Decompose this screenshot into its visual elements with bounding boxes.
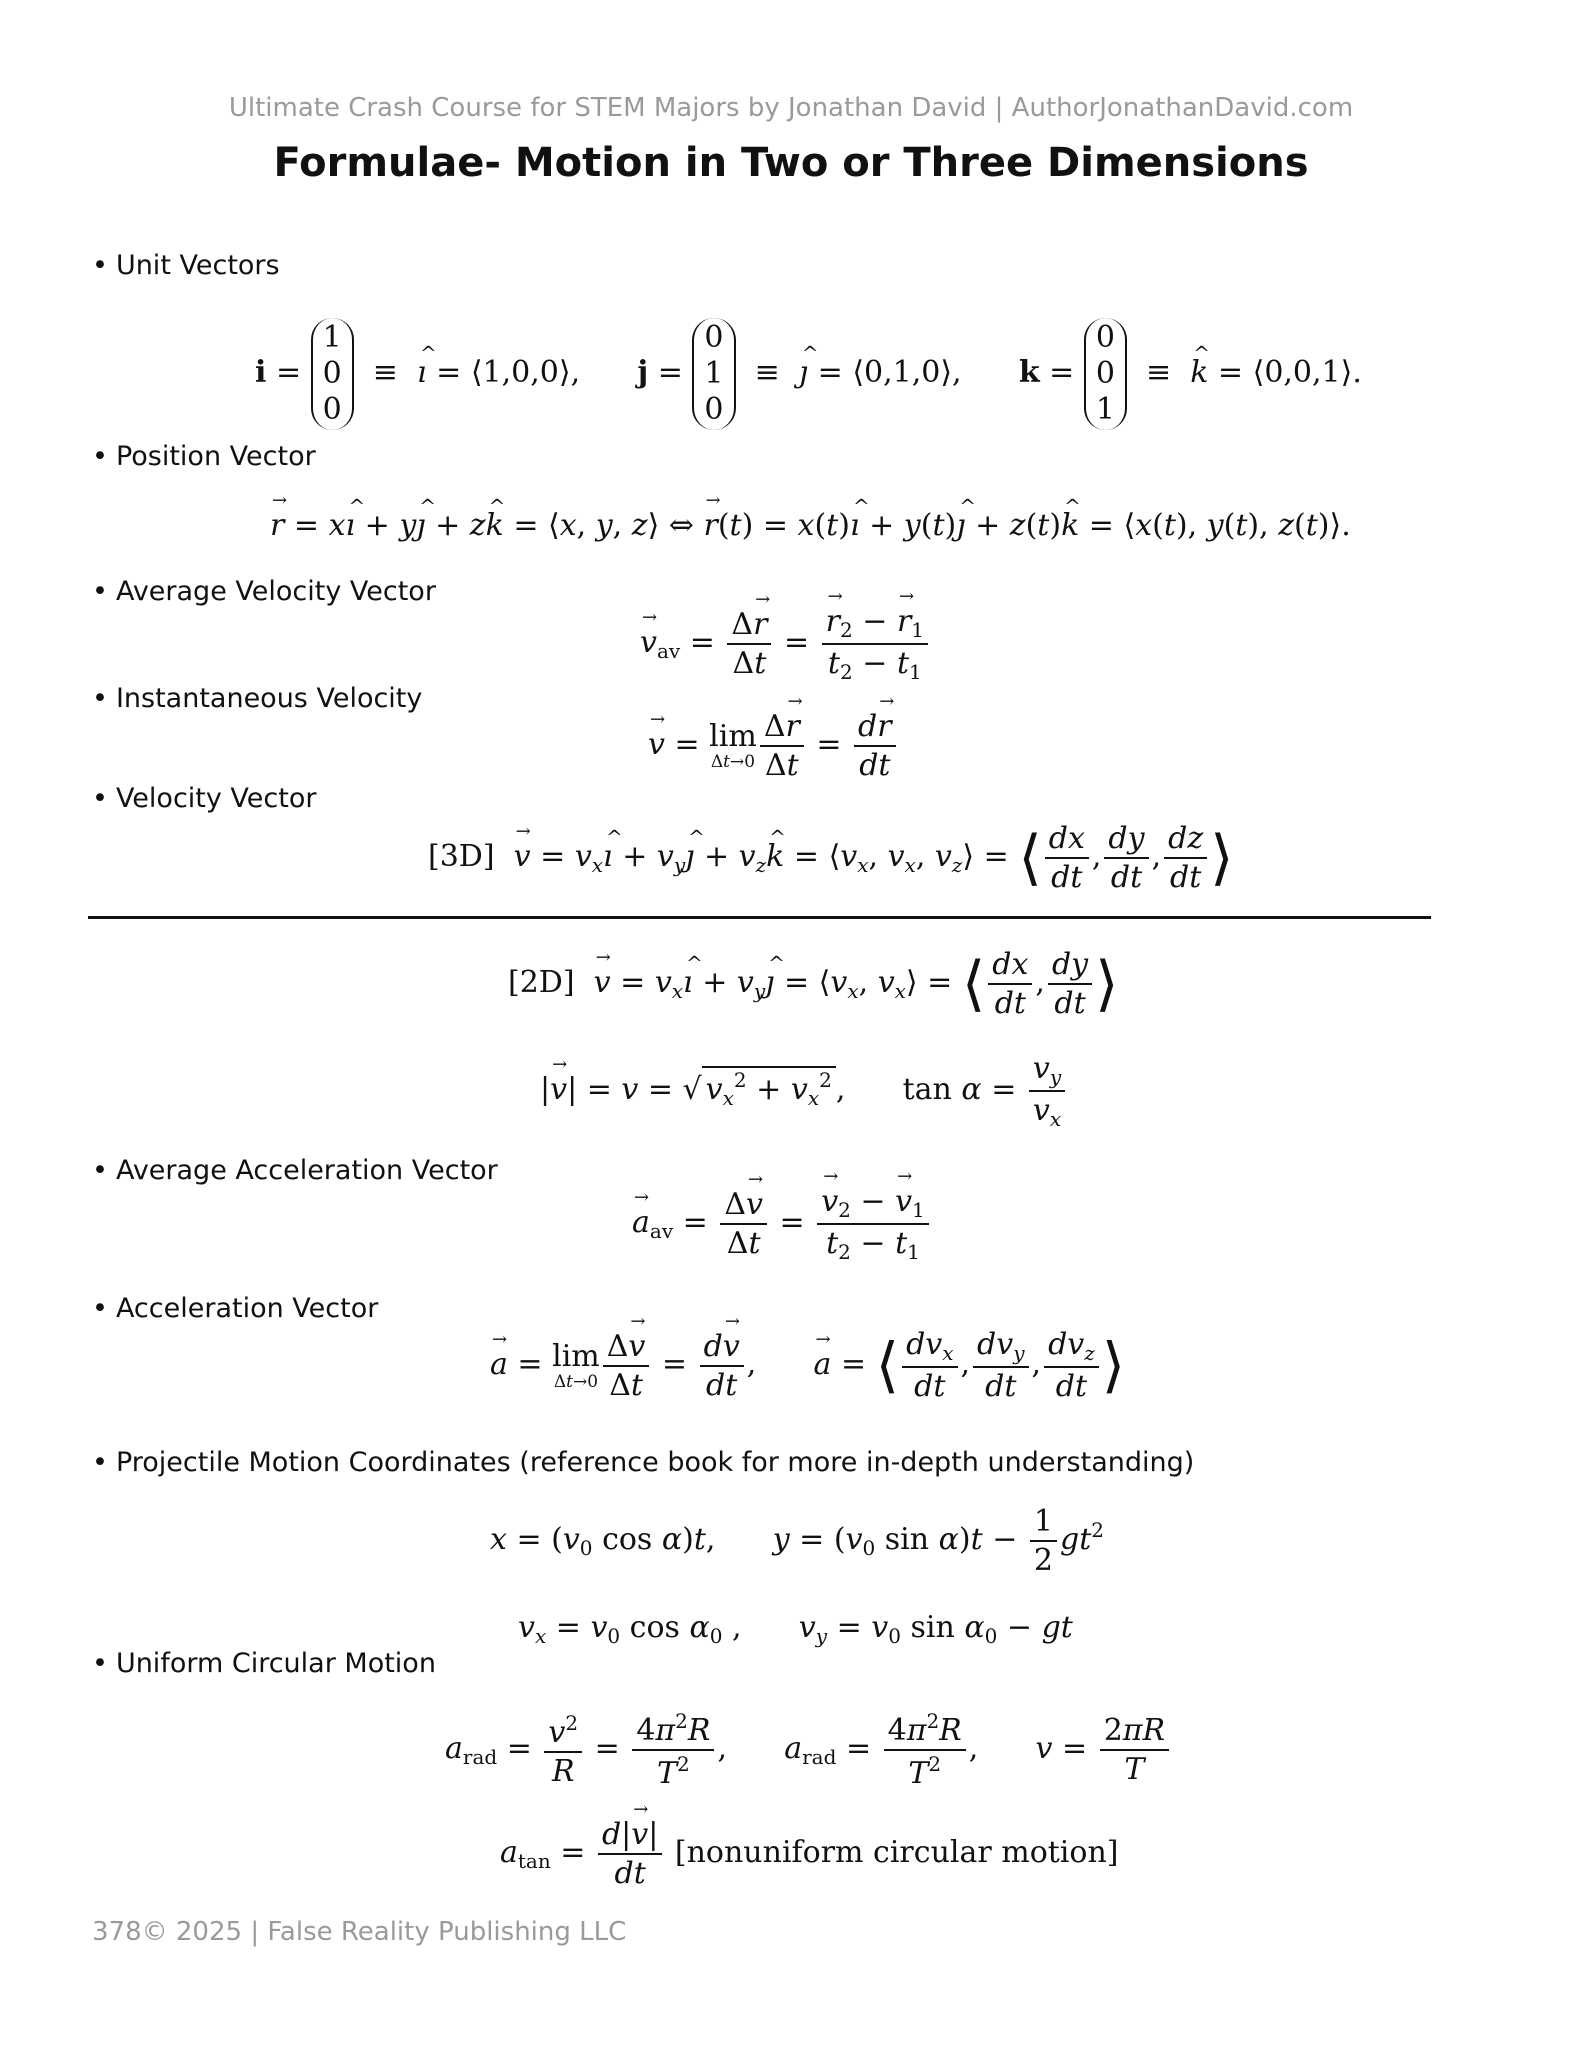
label-2d: [2D] [508, 965, 575, 1000]
nonuniform-note: [nonuniform circular motion] [674, 1835, 1119, 1870]
equation-instantaneous-velocity: v → = lim Δt→0 $\frac{\Delta r \to}{\Delta t}$ = $\frac{dr \to}{dt}$ [648, 710, 899, 782]
equation-average-velocity: $v \to_{av}$ = $\frac{\Delta r \to}{\Delta t}$ = $\frac{r \to_2 - r \to_1}{t_2 - t_1}$ [640, 605, 931, 683]
label-3d: [3D] [428, 839, 495, 874]
equation-projectile-position: $x = (v_0$ cos α)t, $y = (v_0$ sin α)t − $\frac{1}{2}$ $gt^2$ [490, 1504, 1105, 1578]
bullet-uniform-circular-motion: • Uniform Circular Motion [92, 1648, 436, 1679]
running-header: Ultimate Crash Course for STEM Majors by Jonathan David | AuthorJonathanDavid.com [228, 93, 1354, 123]
section-label: Uniform Circular Motion [115, 1648, 436, 1679]
section-label: Unit Vectors [115, 250, 280, 281]
i-tuple: ⟨1,0,0⟩, [470, 355, 581, 390]
section-label: Average Acceleration Vector [115, 1155, 498, 1186]
equation-velocity-2d: [2D] v → = $v_xı$ ^ + $v_yȷ$ ^ = $⟨v_x$, $v_x⟩$ = ⟨ $\frac{dx}{dt}$ , $\frac{dy}{dt}$ ⟩ [508, 948, 1119, 1020]
page-title: Formulae- Motion in Two or Three Dimensions [273, 140, 1309, 186]
bullet-projectile-motion: • Projectile Motion Coordinates (reference book for more in-depth understanding) [92, 1447, 1195, 1478]
page-footer: 378© 2025 | False Reality Publishing LLC [92, 1917, 627, 1947]
section-label: Position Vector [115, 441, 316, 472]
equation-acceleration-vector: a → = lim Δt→0 $\frac{\Delta v \to}{\Delta t}$ = $\frac{dv \to}{dt}$ , a → = ⟨ $\frac{dv_x}{dt}$ , $\frac{dv_y}{dt}$ , $\frac{dv_z}{dt}$ ⟩ [490, 1328, 1125, 1403]
bullet-average-velocity: • Average Velocity Vector [92, 576, 436, 607]
equation-circular-motion: $a_{rad}$ = $\frac{v^2}{R}$ = $\frac{4\pi^2R}{T^2}$ , $a_{rad}$ = $\frac{4\pi^2R}{T^2}$ , v = $\frac{2\pi R}{T}$ [445, 1710, 1172, 1790]
equation-unit-vectors: i = 1 0 0 ≡ ı ^ = ⟨1,0,0⟩, j = 0 1 0 ≡ ȷ ^ = ⟨0,1,0⟩, k = 0 0 1 ≡ k ^ = ⟨0,0,1⟩. [255, 318, 1362, 430]
j-tuple: ⟨0,1,0⟩, [852, 355, 962, 390]
k-tuple: ⟨0,0,1⟩. [1252, 355, 1362, 390]
section-label: Velocity Vector [115, 783, 317, 814]
divider-line [88, 916, 1431, 919]
section-label: Average Velocity Vector [115, 576, 436, 607]
bullet-average-acceleration: • Average Acceleration Vector [92, 1155, 498, 1186]
equation-projectile-velocity: $v_x = v_0$ $\cos \alpha_0$ , $v_y = v_0$ $\sin \alpha_0$ − gt [518, 1610, 1073, 1648]
equation-velocity-3d: [3D] v → = $v_xı$ ^ + $v_yȷ$ ^ + $v_zk$ ^ = $⟨v_x$, $v_x$, $v_z⟩$ = ⟨ $\frac{dx}{dt}$ , $\frac{dy}{dt}$ , $\frac{dz}{dt}$ ⟩ [428, 822, 1234, 894]
equation-tangential-acceleration: $a_{tan}$ = $\frac{d|v \to|}{dt}$ [nonuniform circular motion] [500, 1818, 1119, 1890]
bullet-instantaneous-velocity: • Instantaneous Velocity [92, 683, 423, 714]
equation-speed-angle: |v →| = v = √ $v_x^2 + v_x^2$ , tan α = $\frac{v_y}{v_x}$ [540, 1052, 1068, 1130]
section-label: Projectile Motion Coordinates (reference book for more in-depth understanding) [115, 1447, 1195, 1478]
bullet-position-vector: • Position Vector [92, 441, 316, 472]
bullet-acceleration-vector: • Acceleration Vector [92, 1293, 379, 1324]
bullet-velocity-vector: • Velocity Vector [92, 783, 317, 814]
section-label: Instantaneous Velocity [115, 683, 423, 714]
bullet-unit-vectors: • Unit Vectors [92, 250, 280, 281]
section-label: Acceleration Vector [115, 1293, 379, 1324]
equation-position-vector: r → = xı ^ + yȷ ^ + zk ^ = ⟨x, y, z⟩ ⇔ r →(t) = x(t)ı ^ + y(t)ȷ ^ + z(t)k ^ = ⟨x(t), y(t), z(t)⟩. [270, 508, 1351, 543]
equation-average-acceleration: $a \to_{av}$ = $\frac{\Delta v \to}{\Delta t}$ = $\frac{v \to_2 - v \to_1}{t_2 - t_1}$ [632, 1185, 932, 1263]
